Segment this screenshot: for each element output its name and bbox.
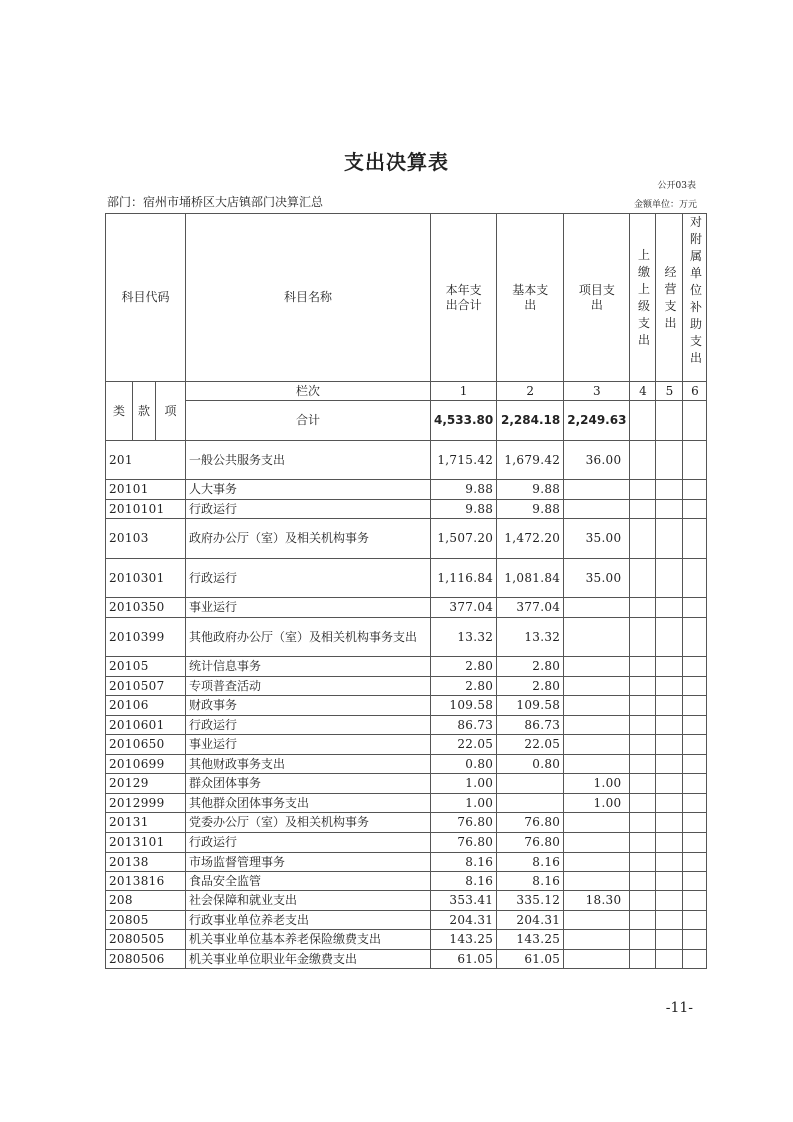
row-code: 2010350 (106, 598, 186, 618)
row-business (656, 480, 683, 500)
total-project: 2,249.63 (564, 401, 630, 441)
column-index-1: 1 (431, 382, 497, 401)
row-subsidiary (683, 519, 707, 559)
row-name: 行政运行 (186, 833, 431, 853)
row-name: 党委办公厅（室）及相关机构事务 (186, 813, 431, 833)
row-name: 行政运行 (186, 716, 431, 735)
row-project: 1.00 (564, 774, 630, 794)
table-row (106, 519, 707, 559)
row-basic: 76.80 (497, 813, 564, 833)
row-business (656, 559, 683, 598)
row-subsidiary (683, 618, 707, 657)
column-index-3: 3 (564, 382, 630, 401)
row-project (564, 930, 630, 950)
row-code: 20105 (106, 657, 186, 677)
table-row (106, 853, 707, 872)
row-upper (630, 480, 656, 500)
total-basic: 2,284.18 (497, 401, 564, 441)
row-name: 事业运行 (186, 735, 431, 755)
row-upper (630, 657, 656, 677)
row-name: 行政运行 (186, 500, 431, 519)
row-subsidiary (683, 696, 707, 716)
row-total: 13.32 (431, 618, 497, 657)
amount-unit: 金额单位：万元 (633, 200, 697, 210)
row-code: 208 (106, 891, 186, 911)
row-project (564, 813, 630, 833)
row-project (564, 853, 630, 872)
header-lei: 类 (106, 382, 133, 441)
row-upper (630, 950, 656, 969)
row-basic: 61.05 (497, 950, 564, 969)
table-row (106, 696, 707, 716)
row-code: 2010301 (106, 559, 186, 598)
row-project (564, 950, 630, 969)
row-name: 其他群众团体事务支出 (186, 794, 431, 813)
row-code: 2010399 (106, 618, 186, 657)
row-basic: 0.80 (497, 755, 564, 774)
row-total: 109.58 (431, 696, 497, 716)
row-total: 8.16 (431, 853, 497, 872)
header-upper-text: 上缴上级支出 (637, 247, 650, 347)
row-code: 20805 (106, 911, 186, 930)
row-total: 1,507.20 (431, 519, 497, 559)
header-xiang: 项 (156, 382, 186, 441)
row-upper (630, 677, 656, 696)
row-upper (630, 735, 656, 755)
row-name: 行政运行 (186, 559, 431, 598)
column-index-label: 栏次 (186, 382, 431, 401)
row-code: 2010601 (106, 716, 186, 735)
row-total: 9.88 (431, 500, 497, 519)
row-business (656, 677, 683, 696)
row-total: 8.16 (431, 872, 497, 891)
row-total: 86.73 (431, 716, 497, 735)
header-total (431, 214, 497, 382)
table-row (106, 480, 707, 500)
table-row (106, 774, 707, 794)
row-code: 2012999 (106, 794, 186, 813)
row-subsidiary (683, 657, 707, 677)
row-total: 22.05 (431, 735, 497, 755)
row-subsidiary (683, 735, 707, 755)
row-upper (630, 911, 656, 930)
row-name: 机关事业单位职业年金缴费支出 (186, 950, 431, 969)
row-upper (630, 930, 656, 950)
row-total: 2.80 (431, 657, 497, 677)
row-subsidiary (683, 716, 707, 735)
header-basic-text: 基本支出 (512, 282, 549, 312)
row-business (656, 911, 683, 930)
row-upper (630, 500, 656, 519)
row-code: 2080506 (106, 950, 186, 969)
row-code: 2013101 (106, 833, 186, 853)
row-business (656, 598, 683, 618)
row-subsidiary (683, 500, 707, 519)
row-name: 人大事务 (186, 480, 431, 500)
row-upper (630, 813, 656, 833)
row-name: 其他财政事务支出 (186, 755, 431, 774)
row-code: 20103 (106, 519, 186, 559)
table-row (106, 891, 707, 911)
row-business (656, 853, 683, 872)
expenditure-table (105, 213, 707, 969)
row-name: 一般公共服务支出 (186, 441, 431, 480)
row-total: 1.00 (431, 774, 497, 794)
row-total: 0.80 (431, 755, 497, 774)
row-basic: 109.58 (497, 696, 564, 716)
row-business (656, 716, 683, 735)
table-row (106, 618, 707, 657)
row-upper (630, 559, 656, 598)
header-subsidiary-text: 对附属单位补助支出 (689, 215, 702, 365)
row-upper (630, 519, 656, 559)
row-project (564, 480, 630, 500)
row-upper (630, 794, 656, 813)
table-row (106, 500, 707, 519)
header-upper (630, 214, 656, 382)
row-name: 食品安全监管 (186, 872, 431, 891)
row-business (656, 891, 683, 911)
header-business (656, 214, 683, 382)
header-kuan: 款 (133, 382, 156, 441)
total-business (656, 401, 683, 441)
row-project (564, 872, 630, 891)
row-project (564, 618, 630, 657)
row-name: 市场监督管理事务 (186, 853, 431, 872)
row-basic: 86.73 (497, 716, 564, 735)
table-row (106, 794, 707, 813)
row-basic: 1,679.42 (497, 441, 564, 480)
header-name: 科目名称 (186, 214, 431, 382)
table-row (106, 657, 707, 677)
page-number: -11- (665, 1000, 693, 1016)
row-project: 36.00 (564, 441, 630, 480)
row-business (656, 813, 683, 833)
row-code: 2080505 (106, 930, 186, 950)
row-name: 事业运行 (186, 598, 431, 618)
row-subsidiary (683, 950, 707, 969)
table-row (106, 716, 707, 735)
row-project (564, 911, 630, 930)
row-name: 行政事业单位养老支出 (186, 911, 431, 930)
row-business (656, 657, 683, 677)
row-project (564, 657, 630, 677)
row-basic: 1,081.84 (497, 559, 564, 598)
row-upper (630, 891, 656, 911)
row-business (656, 735, 683, 755)
row-code: 2010507 (106, 677, 186, 696)
row-total: 353.41 (431, 891, 497, 911)
row-basic: 76.80 (497, 833, 564, 853)
total-row (106, 401, 707, 441)
page-title: 支出决算表 (344, 150, 449, 174)
row-upper (630, 774, 656, 794)
row-total: 61.05 (431, 950, 497, 969)
row-project: 35.00 (564, 559, 630, 598)
table-row (106, 755, 707, 774)
row-total: 204.31 (431, 911, 497, 930)
table-row (106, 735, 707, 755)
row-business (656, 774, 683, 794)
row-code: 2010650 (106, 735, 186, 755)
row-subsidiary (683, 755, 707, 774)
row-subsidiary (683, 813, 707, 833)
row-code: 20131 (106, 813, 186, 833)
row-project (564, 500, 630, 519)
row-business (656, 794, 683, 813)
table-row (106, 441, 707, 480)
row-subsidiary (683, 891, 707, 911)
column-index-2: 2 (497, 382, 564, 401)
table-row (106, 813, 707, 833)
row-basic: 1,472.20 (497, 519, 564, 559)
row-subsidiary (683, 441, 707, 480)
row-total: 9.88 (431, 480, 497, 500)
table-row (106, 559, 707, 598)
row-code: 2013816 (106, 872, 186, 891)
row-subsidiary (683, 559, 707, 598)
row-subsidiary (683, 598, 707, 618)
row-code: 20138 (106, 853, 186, 872)
row-total: 2.80 (431, 677, 497, 696)
row-upper (630, 618, 656, 657)
row-total: 377.04 (431, 598, 497, 618)
row-basic: 204.31 (497, 911, 564, 930)
row-code: 20129 (106, 774, 186, 794)
row-basic: 9.88 (497, 500, 564, 519)
row-business (656, 519, 683, 559)
row-subsidiary (683, 872, 707, 891)
row-name: 统计信息事务 (186, 657, 431, 677)
row-business (656, 930, 683, 950)
table-row (106, 598, 707, 618)
row-basic: 13.32 (497, 618, 564, 657)
row-upper (630, 755, 656, 774)
table-row (106, 833, 707, 853)
row-basic (497, 794, 564, 813)
row-project (564, 716, 630, 735)
row-upper (630, 833, 656, 853)
header-business-text: 经营支出 (664, 264, 677, 330)
row-business (656, 872, 683, 891)
row-name: 机关事业单位基本养老保险缴费支出 (186, 930, 431, 950)
form-number: 公开03表 (657, 181, 696, 191)
row-project: 35.00 (564, 519, 630, 559)
header-total-text: 本年支出合计 (445, 282, 482, 312)
row-subsidiary (683, 911, 707, 930)
table-row (106, 872, 707, 891)
row-project (564, 677, 630, 696)
row-code: 2010101 (106, 500, 186, 519)
table-row (106, 930, 707, 950)
row-name: 专项普查活动 (186, 677, 431, 696)
row-business (656, 833, 683, 853)
header-project-text: 项目支出 (578, 282, 615, 312)
row-name: 财政事务 (186, 696, 431, 716)
total-label: 合计 (186, 401, 431, 441)
row-total: 1,715.42 (431, 441, 497, 480)
row-name: 社会保障和就业支出 (186, 891, 431, 911)
row-code: 20101 (106, 480, 186, 500)
row-upper (630, 853, 656, 872)
header-subsidiary (683, 214, 707, 382)
row-project (564, 833, 630, 853)
row-total: 1,116.84 (431, 559, 497, 598)
row-basic: 377.04 (497, 598, 564, 618)
row-business (656, 618, 683, 657)
row-business (656, 755, 683, 774)
header-basic (497, 214, 564, 382)
row-subsidiary (683, 774, 707, 794)
row-basic: 9.88 (497, 480, 564, 500)
row-subsidiary (683, 853, 707, 872)
row-basic: 2.80 (497, 677, 564, 696)
column-index-row (106, 382, 707, 401)
row-subsidiary (683, 930, 707, 950)
row-upper (630, 716, 656, 735)
row-business (656, 950, 683, 969)
table-row (106, 677, 707, 696)
row-total: 143.25 (431, 930, 497, 950)
row-basic: 8.16 (497, 872, 564, 891)
row-project (564, 696, 630, 716)
total-subsidiary (683, 401, 707, 441)
row-name: 其他政府办公厅（室）及相关机构事务支出 (186, 618, 431, 657)
row-subsidiary (683, 480, 707, 500)
total-upper (630, 401, 656, 441)
row-upper (630, 696, 656, 716)
header-project (564, 214, 630, 382)
row-basic: 8.16 (497, 853, 564, 872)
column-index-5: 5 (656, 382, 683, 401)
row-upper (630, 441, 656, 480)
header-row (106, 214, 707, 382)
row-basic (497, 774, 564, 794)
row-project: 1.00 (564, 794, 630, 813)
total-amount: 4,533.80 (431, 401, 497, 441)
row-business (656, 500, 683, 519)
row-subsidiary (683, 833, 707, 853)
table-row (106, 911, 707, 930)
row-code: 20106 (106, 696, 186, 716)
row-name: 政府办公厅（室）及相关机构事务 (186, 519, 431, 559)
row-total: 1.00 (431, 794, 497, 813)
row-name: 群众团体事务 (186, 774, 431, 794)
row-project: 18.30 (564, 891, 630, 911)
column-index-6: 6 (683, 382, 707, 401)
row-basic: 22.05 (497, 735, 564, 755)
row-code: 2010699 (106, 755, 186, 774)
row-business (656, 441, 683, 480)
row-basic: 335.12 (497, 891, 564, 911)
row-business (656, 696, 683, 716)
row-project (564, 755, 630, 774)
row-subsidiary (683, 794, 707, 813)
row-project (564, 735, 630, 755)
row-project (564, 598, 630, 618)
table-row (106, 950, 707, 969)
column-index-4: 4 (630, 382, 656, 401)
row-total: 76.80 (431, 813, 497, 833)
row-upper (630, 872, 656, 891)
row-subsidiary (683, 677, 707, 696)
row-basic: 2.80 (497, 657, 564, 677)
header-code: 科目代码 (106, 214, 186, 382)
department-label: 部门：宿州市埇桥区大店镇部门决算汇总 (107, 195, 324, 209)
row-code: 201 (106, 441, 186, 480)
row-upper (630, 598, 656, 618)
row-basic: 143.25 (497, 930, 564, 950)
row-total: 76.80 (431, 833, 497, 853)
